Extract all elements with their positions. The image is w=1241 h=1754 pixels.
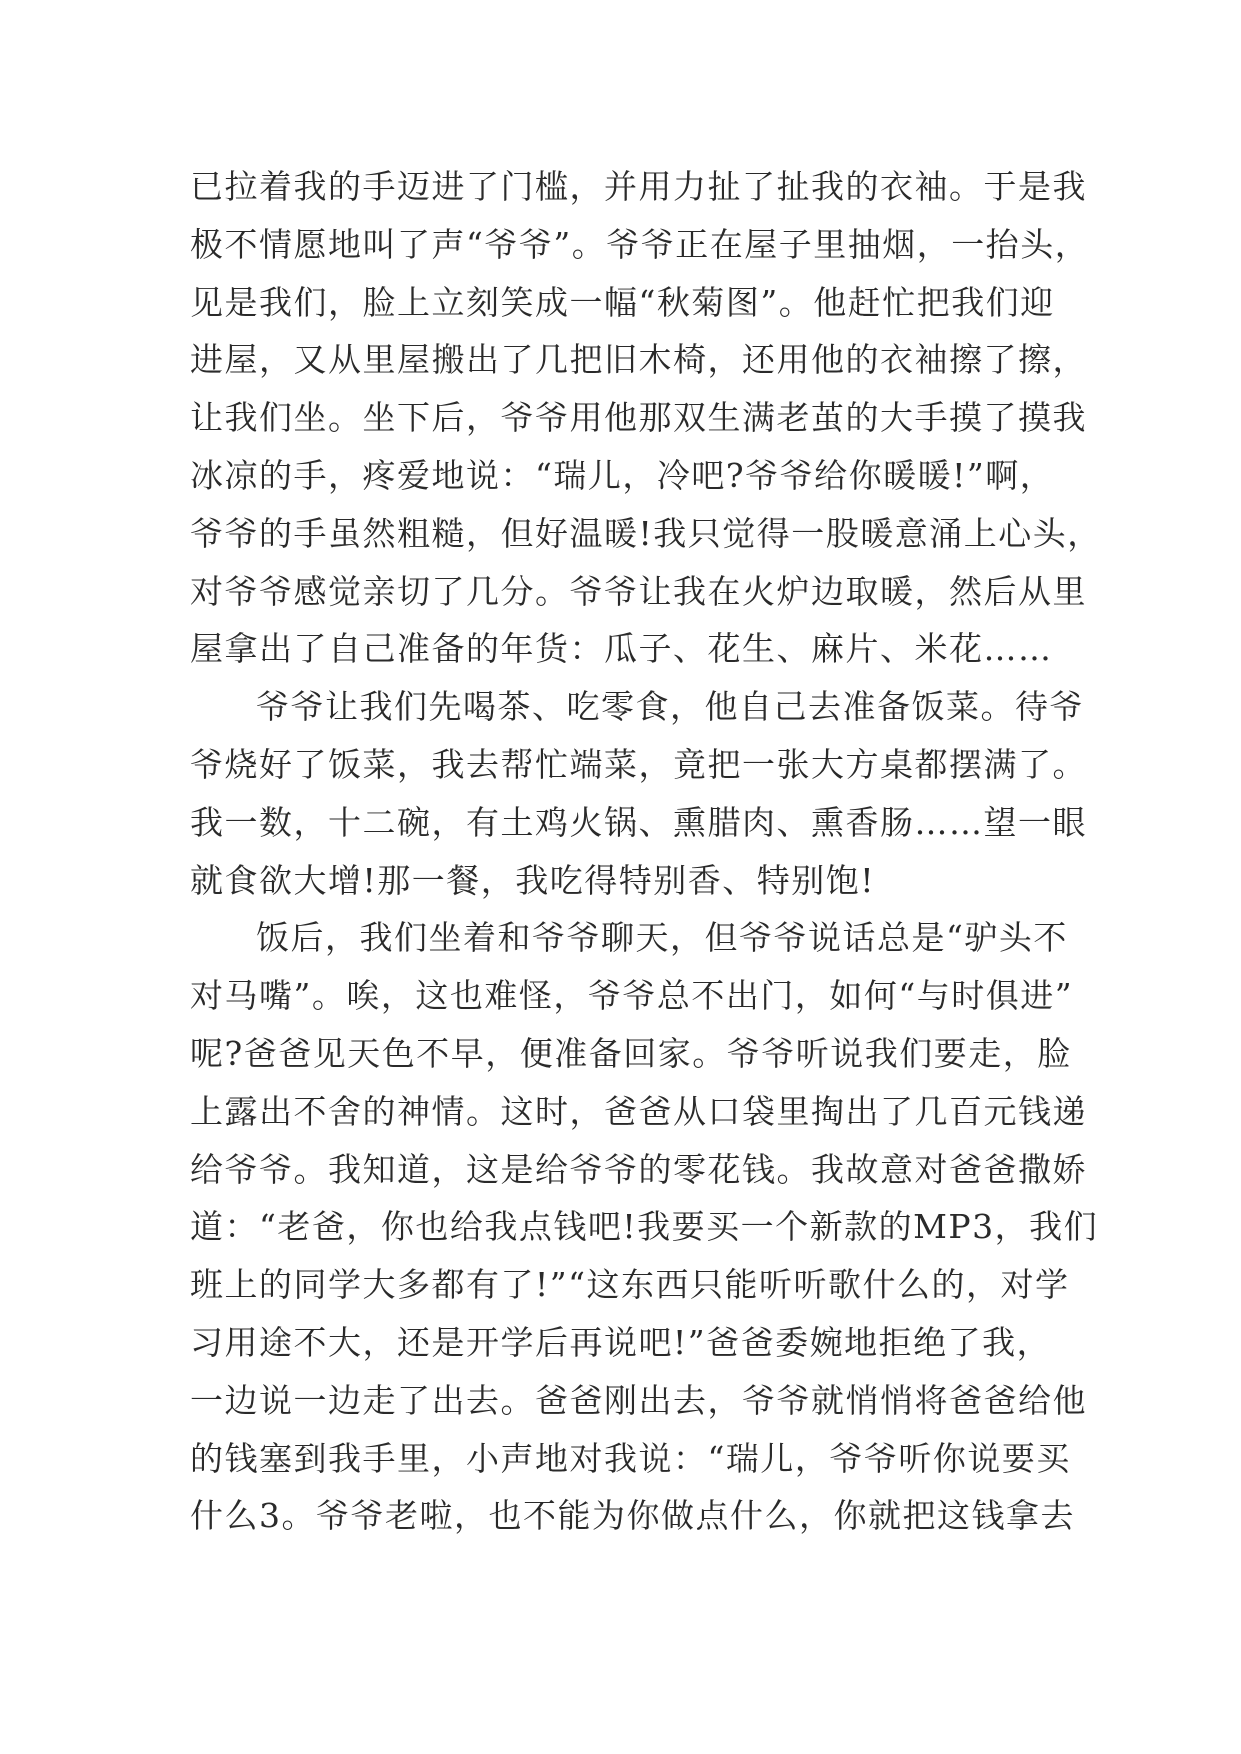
text-line: 爷爷的手虽然粗糙，但好温暖!我只觉得一股暖意涌上心头，	[190, 513, 1102, 553]
body-text	[190, 158, 1102, 1545]
text-line: 见是我们，脸上立刻笑成一幅“秋菊图”。他赶忙把我们迎	[190, 282, 1055, 322]
text-line: 上露出不舍的神情。这时，爸爸从口袋里掏出了几百元钱递	[190, 1091, 1087, 1131]
text-line: 呢?爸爸见天色不早，便准备回家。爷爷听说我们要走，脸	[190, 1033, 1072, 1073]
paragraph-start-line: 饭后，我们坐着和爷爷聊天，但爷爷说话总是“驴头不	[256, 918, 1068, 958]
text-line: 我一数，十二碗，有土鸡火锅、熏腊肉、熏香肠……望一眼	[190, 802, 1087, 842]
text-line: 极不情愿地叫了声“爷爷”。爷爷正在屋子里抽烟，一抬头，	[190, 224, 1090, 264]
text-line: 的钱塞到我手里，小声地对我说：“瑞儿，爷爷听你说要买	[190, 1438, 1071, 1478]
text-line: 习用途不大，还是开学后再说吧!”爸爸委婉地拒绝了我，	[190, 1322, 1052, 1362]
text-line: 屋拿出了自己准备的年货：瓜子、花生、麻片、米花……	[190, 629, 1053, 669]
paragraph-start-line: 爷爷让我们先喝茶、吃零食，他自己去准备饭菜。待爷	[256, 687, 1084, 727]
text-line: 班上的同学大多都有了!”“这东西只能听听歌什么的，对学	[190, 1265, 1070, 1305]
text-line: 对爷爷感觉亲切了几分。爷爷让我在火炉边取暖，然后从里	[190, 571, 1087, 611]
text-line: 对马嘴”。唉，这也难怪，爷爷总不出门，如何“与时俱进”	[190, 976, 1074, 1016]
text-line: 爷烧好了饭菜，我去帮忙端菜，竟把一张大方桌都摆满了。	[190, 744, 1087, 784]
text-line: 让我们坐。坐下后，爷爷用他那双生满老茧的大手摸了摸我	[190, 398, 1087, 438]
text-line: 进屋，又从里屋搬出了几把旧木椅，还用他的衣袖擦了擦，	[190, 340, 1087, 380]
text-line: 道：“老爸，你也给我点钱吧!我要买一个新款的MP3，我们	[190, 1207, 1099, 1247]
text-line: 给爷爷。我知道，这是给爷爷的零花钱。我故意对爸爸撒娇	[190, 1149, 1087, 1189]
text-line: 什么3。爷爷老啦，也不能为你做点什么，你就把这钱拿去	[190, 1496, 1075, 1536]
text-line: 一边说一边走了出去。爸爸刚出去，爷爷就悄悄将爸爸给他	[190, 1380, 1087, 1420]
text-line: 已拉着我的手迈进了门槛，并用力扯了扯我的衣袖。于是我	[190, 167, 1087, 206]
text-line: 就食欲大增!那一餐，我吃得特别香、特别饱!	[190, 860, 876, 900]
text-line: 冰凉的手，疼爱地说：“瑞儿，冷吧?爷爷给你暖暖!”啊，	[190, 455, 1055, 495]
